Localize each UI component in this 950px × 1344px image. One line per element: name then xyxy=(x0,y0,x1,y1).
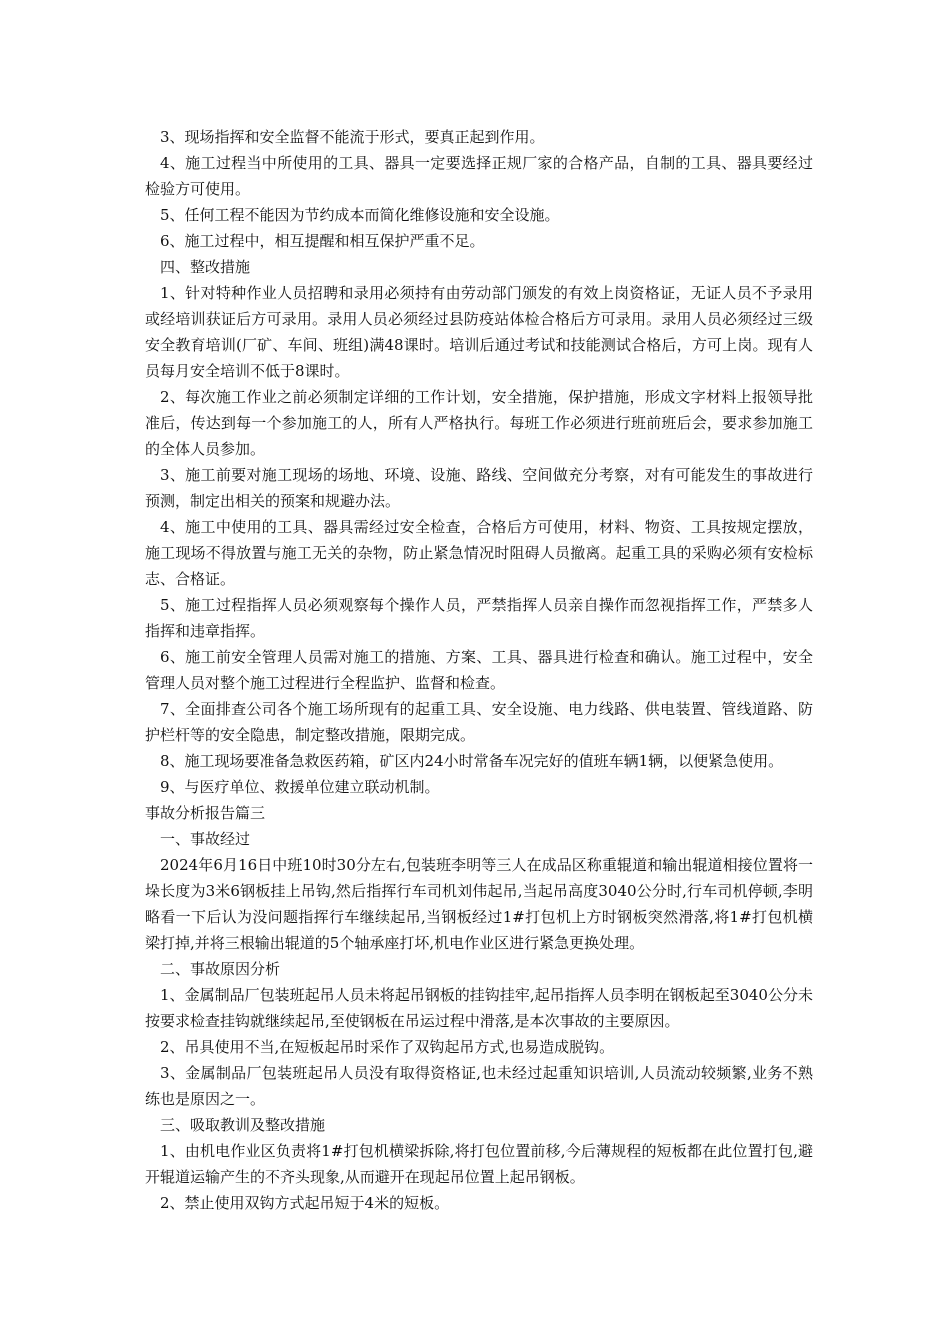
paragraph: 四、整改措施 xyxy=(160,258,251,276)
paragraph: 1、金属制品厂包装班起吊人员未将起吊钢板的挂钩挂牢,起吊指挥人员李明在钢板起至3040公分未按要求检查挂钩就继续起吊,至使钢板在吊运过程中滑落,是本次事故的主要原因。 xyxy=(145,986,813,1030)
paragraph: 1、由机电作业区负责将1#打包机横梁拆除,将打包位置前移,今后薄规程的短板都在此位置打包,避开辊道运输产生的不齐头现象,从而避开在现起吊位置上起吊钢板。 xyxy=(145,1142,813,1186)
paragraph: 3、施工前要对施工现场的场地、环境、设施、路线、空间做充分考察，对有可能发生的事故进行预测，制定出相关的预案和规避办法。 xyxy=(145,466,813,510)
paragraph: 6、施工前安全管理人员需对施工的措施、方案、工具、器具进行检查和确认。施工过程中，安全管理人员对整个施工过程进行全程监护、监督和检查。 xyxy=(145,648,813,692)
paragraph: 7、全面排查公司各个施工场所现有的起重工具、安全设施、电力线路、供电装置、管线道路、防护栏杆等的安全隐患，制定整改措施，限期完成。 xyxy=(145,700,813,744)
paragraph: 一、事故经过 xyxy=(160,830,251,848)
paragraph: 5、任何工程不能因为节约成本而简化维修设施和安全设施。 xyxy=(160,206,560,224)
paragraph: 4、施工中使用的工具、器具需经过安全检查，合格后方可使用，材料、物资、工具按规定摆放，施工现场不得放置与施工无关的杂物，防止紧急情况时阻碍人员撤离。起重工具的采购必须有安检标志、合格证。 xyxy=(145,518,813,588)
paragraph: 9、与医疗单位、救援单位建立联动机制。 xyxy=(160,778,440,796)
paragraph: 二、事故原因分析 xyxy=(160,960,281,978)
paragraph: 3、金属制品厂包装班起吊人员没有取得资格证,也未经过起重知识培训,人员流动较频繁,业务不熟练也是原因之一。 xyxy=(145,1064,813,1108)
paragraph: 6、施工过程中，相互提醒和相互保护严重不足。 xyxy=(160,232,485,250)
paragraph: 5、施工过程指挥人员必须观察每个操作人员，严禁指挥人员亲自操作而忽视指挥工作，严禁多人指挥和违章指挥。 xyxy=(145,596,813,640)
paragraph: 4、施工过程当中所使用的工具、器具一定要选择正规厂家的合格产品，自制的工具、器具要经过检验方可使用。 xyxy=(145,154,813,198)
paragraph: 三、吸取教训及整改措施 xyxy=(160,1116,326,1134)
document-page xyxy=(145,124,813,1216)
paragraph: 2024年6月16日中班10时30分左右,包装班李明等三人在成品区称重辊道和输出辊道相接位置将一垛长度为3米6钢板挂上吊钩,然后指挥行车司机刘伟起吊,当起吊高度3040公分时,行车司机停顿,李明略看一下后认为没问题指挥行车继续起吊,当钢板经过1#打包机上方时钢板突然滑落,将1#打包机横梁打掉,并将三根输出辊道的5个轴承座打坏,机电作业区进行紧急更换处理。 xyxy=(145,856,813,952)
paragraph: 2、吊具使用不当,在短板起吊时采作了双钩起吊方式,也易造成脱钩。 xyxy=(160,1038,615,1056)
paragraph: 8、施工现场要准备急救医药箱，矿区内24小时常备车况完好的值班车辆1辆，以便紧急使用。 xyxy=(160,752,784,770)
paragraph: 2、禁止使用双钩方式起吊短于4米的短板。 xyxy=(160,1194,450,1212)
section-heading: 事故分析报告篇三 xyxy=(145,804,266,822)
paragraph: 2、每次施工作业之前必须制定详细的工作计划，安全措施，保护措施，形成文字材料上报领导批准后，传达到每一个参加施工的人，所有人严格执行。每班工作必须进行班前班后会，要求参加施工的全体人员参加。 xyxy=(145,388,813,458)
paragraph: 1、针对特种作业人员招聘和录用必须持有由劳动部门颁发的有效上岗资格证，无证人员不予录用或经培训获证后方可录用。录用人员必须经过县防疫站体检合格后方可录用。录用人员必须经过三级安全教育培训(厂矿、车间、班组)满48课时。培训后通过考试和技能测试合格后，方可上岗。现有人员每月安全培训不低于8课时。 xyxy=(145,284,813,380)
paragraph: 3、现场指挥和安全监督不能流于形式，要真正起到作用。 xyxy=(160,128,545,146)
